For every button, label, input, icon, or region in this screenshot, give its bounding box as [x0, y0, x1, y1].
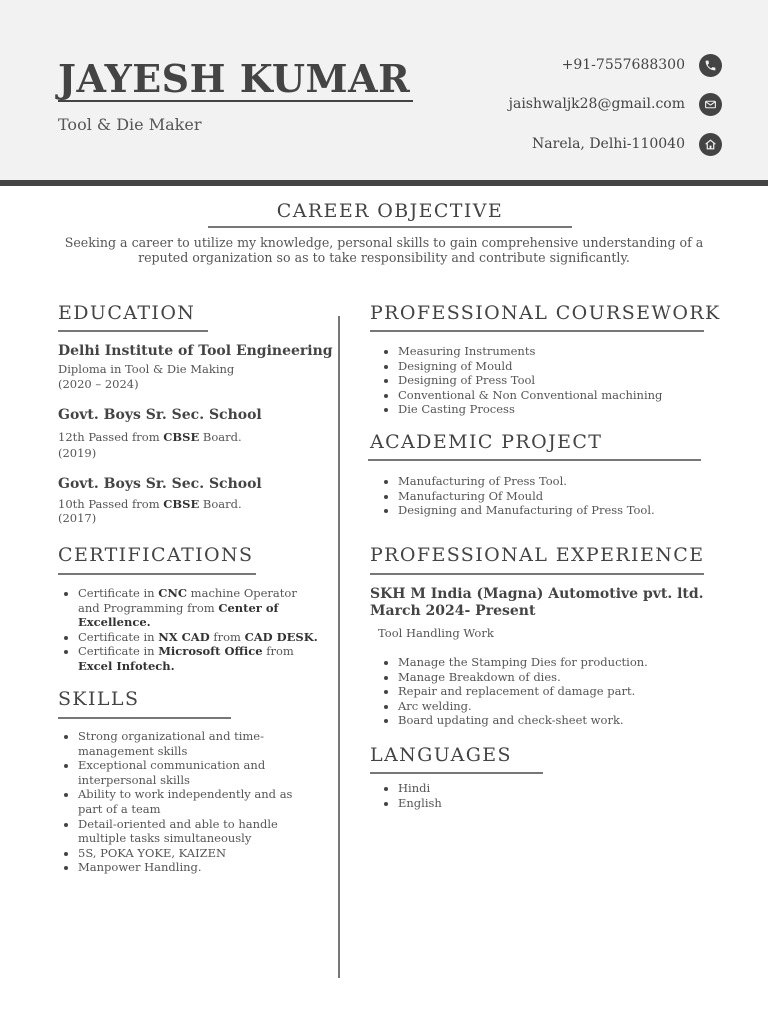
coursework-item: Measuring Instruments [378, 344, 738, 359]
experience-item: Board updating and check-sheet work. [378, 713, 738, 728]
project-underline [368, 459, 701, 461]
coursework-list [378, 344, 738, 417]
languages-heading: LANGUAGES [370, 744, 512, 766]
experience-item: Manage Breakdown of dies. [378, 670, 738, 685]
project-heading: ACADEMIC PROJECT [370, 431, 603, 453]
experience-item: Manage the Stamping Dies for production. [378, 655, 738, 670]
skills-underline [58, 717, 231, 719]
skill-item: 5S, POKA YOKE, KAIZEN [58, 846, 328, 861]
objective-underline [208, 226, 572, 228]
education-degree-1: Diploma in Tool & Die Making [58, 362, 235, 376]
experience-item: Repair and replacement of damage part. [378, 684, 738, 699]
objective-heading: CAREER OBJECTIVE [276, 200, 504, 222]
header-divider-bar [0, 180, 768, 186]
language-item: English [378, 796, 738, 811]
education-school-1: Delhi Institute of Tool Engineering [58, 343, 333, 359]
language-item: Hindi [378, 781, 738, 796]
experience-period: March 2024- Present [370, 603, 536, 619]
skill-item: Ability to work independently and as part of a team [58, 787, 328, 816]
name-underline [58, 100, 413, 102]
coursework-item: Die Casting Process [378, 402, 738, 417]
phone-icon [699, 54, 722, 77]
education-underline [58, 330, 208, 332]
column-divider [338, 316, 340, 978]
languages-underline [370, 772, 543, 774]
certification-item: Certificate in CNC machine Operator and Programming from Center of Excellence. [58, 586, 328, 630]
education-school-2: Govt. Boys Sr. Sec. School [58, 407, 262, 423]
certification-item: Certificate in NX CAD from CAD DESK. [58, 630, 328, 645]
candidate-name: JAYESH KUMAR [58, 56, 411, 101]
skill-item: Exceptional communication and interpersonal skills [58, 758, 328, 787]
email-address[interactable]: jaishwaljk28@gmail.com [508, 96, 685, 112]
experience-role: Tool Handling Work [378, 626, 494, 640]
education-years-2: (2019) [58, 446, 97, 460]
skill-item: Strong organizational and time- management skills [58, 729, 328, 758]
skill-item: Detail-oriented and able to handle multiple tasks simultaneously [58, 817, 328, 846]
address: Narela, Delhi-110040 [532, 136, 685, 152]
experience-company: SKH M India (Magna) Automotive pvt. ltd. [370, 586, 704, 602]
project-item: Designing and Manufacturing of Press Tool. [378, 503, 738, 518]
home-icon [699, 133, 722, 156]
phone-number[interactable]: +91-7557688300 [561, 57, 685, 73]
candidate-role: Tool & Die Maker [58, 115, 202, 134]
skills-heading: SKILLS [58, 688, 140, 710]
certification-item: Certificate in Microsoft Office from Excel Infotech. [58, 644, 328, 673]
skill-item: Manpower Handling. [58, 860, 328, 875]
contact-address-row [532, 132, 722, 156]
education-detail-3: 10th Passed from CBSE Board. [58, 497, 242, 511]
coursework-item: Designing of Mould [378, 359, 738, 374]
experience-item: Arc welding. [378, 699, 738, 714]
experience-underline [370, 573, 704, 575]
contact-email-row [509, 92, 722, 116]
certifications-list [58, 586, 328, 674]
education-years-1: (2020 – 2024) [58, 377, 139, 391]
education-school-3: Govt. Boys Sr. Sec. School [58, 476, 262, 492]
education-detail-2: 12th Passed from CBSE Board. [58, 430, 242, 444]
experience-heading: PROFESSIONAL EXPERIENCE [370, 544, 705, 566]
project-item: Manufacturing of Press Tool. [378, 474, 738, 489]
coursework-heading: PROFESSIONAL COURSEWORK [370, 302, 721, 324]
objective-text: Seeking a career to utilize my knowledge, personal skills to gain comprehensive understanding of a reputed organization so as to take responsibility and contribute significantly. [64, 235, 704, 265]
mail-icon [699, 93, 722, 116]
project-list [378, 474, 738, 518]
education-years-3: (2017) [58, 511, 97, 525]
coursework-item: Conventional & Non Conventional machining [378, 388, 738, 403]
project-item: Manufacturing Of Mould [378, 489, 738, 504]
certifications-heading: CERTIFICATIONS [58, 544, 254, 566]
coursework-item: Designing of Press Tool [378, 373, 738, 388]
contact-phone-row [562, 53, 722, 77]
skills-list [58, 729, 328, 875]
education-heading: EDUCATION [58, 302, 196, 324]
certifications-underline [58, 573, 256, 575]
languages-list [378, 781, 738, 810]
coursework-underline [370, 330, 704, 332]
experience-list [378, 655, 738, 728]
